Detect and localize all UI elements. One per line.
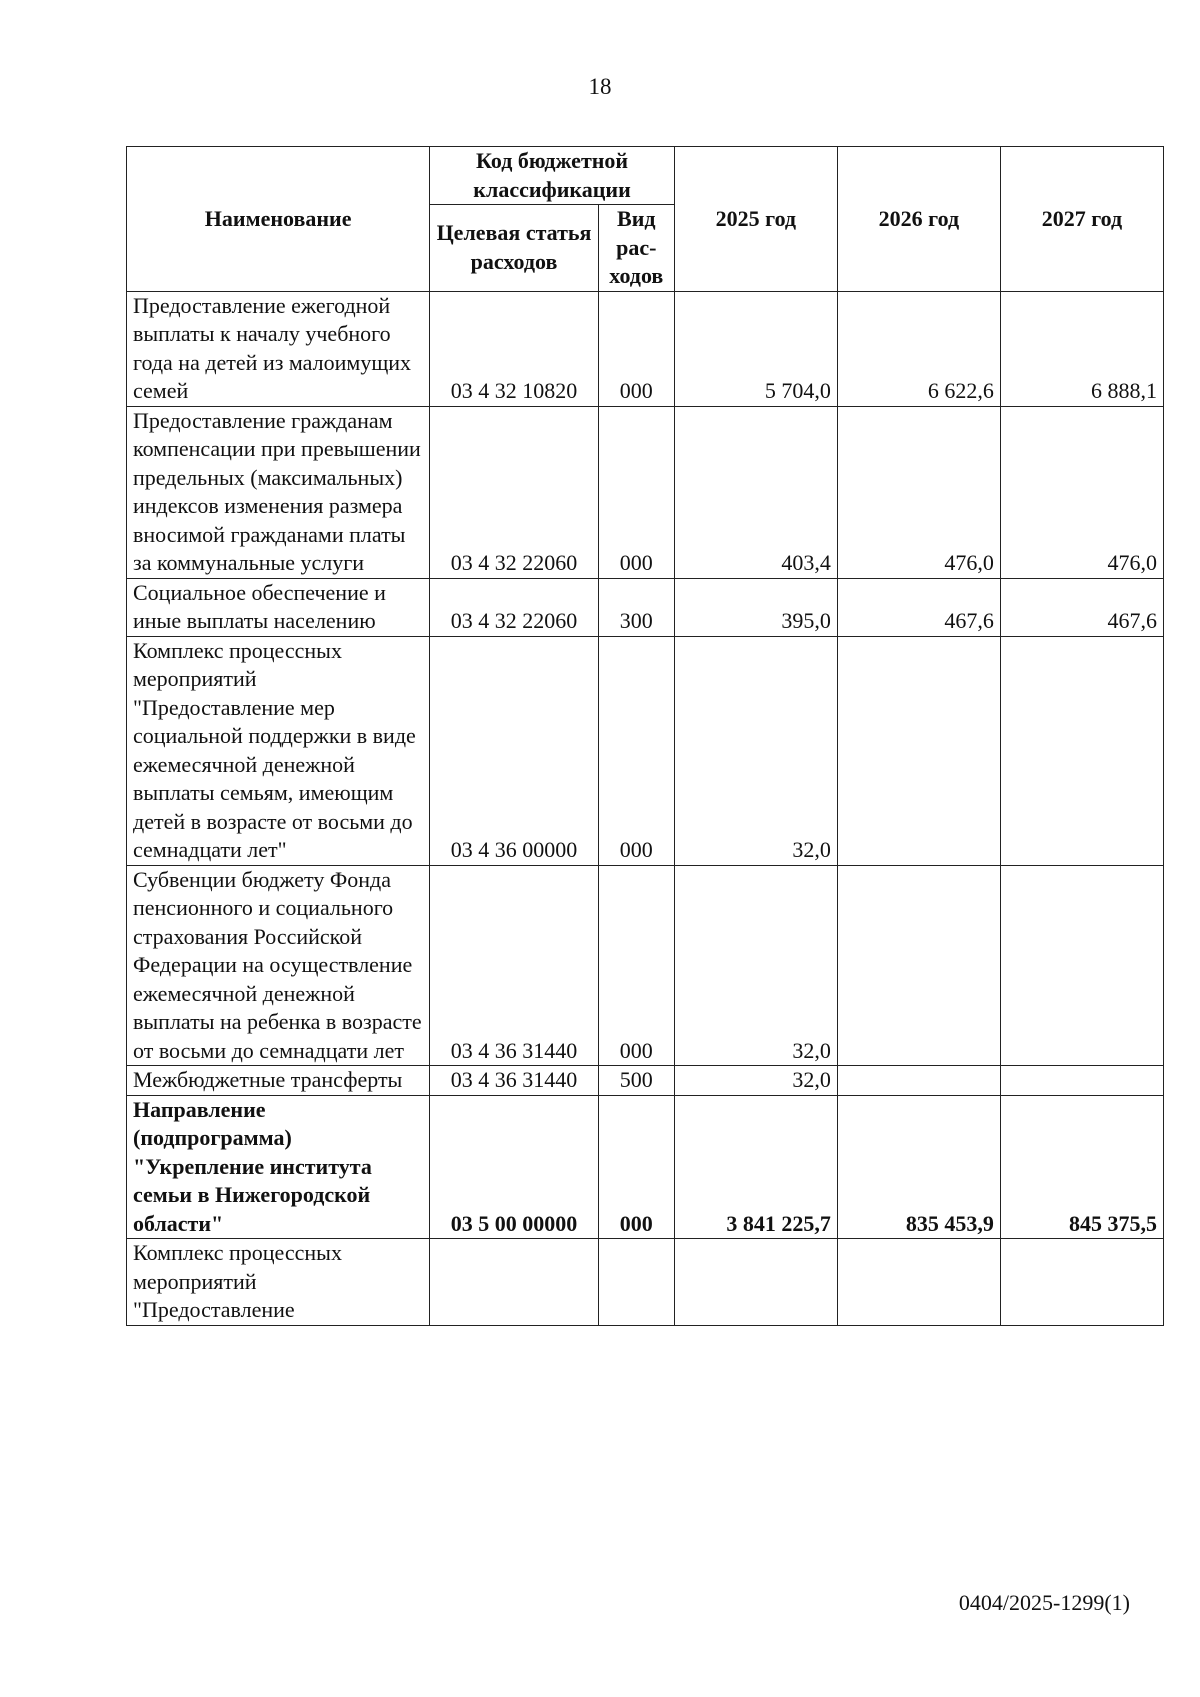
table-row [127, 406, 1164, 578]
row-value-2026: 6 622,6 [837, 291, 1000, 406]
row-target-code: 03 4 36 00000 [430, 636, 598, 865]
row-value-2025: 5 704,0 [674, 291, 837, 406]
table-header [127, 147, 1164, 292]
row-name: Комплекс процессных мероприятий "Предоставление мер социальной поддержки в виде ежемесячной денежной выплаты семьям, имеющим детей в возрасте от восьми до семнадцати лет" [127, 636, 430, 865]
row-target-code: 03 5 00 00000 [430, 1095, 598, 1239]
row-value-2027 [1000, 1239, 1163, 1326]
row-expense-kind: 000 [598, 291, 674, 406]
row-value-2025: 32,0 [674, 636, 837, 865]
row-target-code: 03 4 36 31440 [430, 865, 598, 1066]
row-name: Субвенции бюджету Фонда пенсионного и социального страхования Российской Федерации на осуществление ежемесячной денежной выплаты на ребенка в возрасте от восьми до семнадцати лет [127, 865, 430, 1066]
row-expense-kind: 300 [598, 578, 674, 636]
table-row-subprogram [127, 1095, 1164, 1239]
header-2027: 2027 год [1000, 147, 1163, 292]
row-value-2025: 3 841 225,7 [674, 1095, 837, 1239]
row-target-code: 03 4 36 31440 [430, 1066, 598, 1096]
row-value-2027: 476,0 [1000, 406, 1163, 578]
row-target-code: 03 4 32 10820 [430, 291, 598, 406]
row-name: Межбюджетные трансферты [127, 1066, 430, 1096]
row-expense-kind: 000 [598, 1095, 674, 1239]
table-row [127, 1239, 1164, 1326]
row-value-2026 [837, 636, 1000, 865]
row-value-2025: 395,0 [674, 578, 837, 636]
table-row [127, 636, 1164, 865]
table-row [127, 1066, 1164, 1096]
table-row [127, 578, 1164, 636]
row-value-2025: 403,4 [674, 406, 837, 578]
row-value-2026 [837, 1239, 1000, 1326]
row-value-2026 [837, 1066, 1000, 1096]
header-name: Наименование [127, 147, 430, 292]
header-target-item: Целевая статья расходов [430, 205, 598, 292]
header-budget-classification: Код бюджетной классификации [430, 147, 675, 205]
row-value-2027: 467,6 [1000, 578, 1163, 636]
document-number: 0404/2025-1299(1) [958, 1590, 1130, 1615]
row-expense-kind: 000 [598, 865, 674, 1066]
budget-table [126, 146, 1164, 1326]
row-name: Социальное обеспечение и иные выплаты населению [127, 578, 430, 636]
row-value-2027 [1000, 636, 1163, 865]
row-value-2025 [674, 1239, 837, 1326]
row-target-code: 03 4 32 22060 [430, 578, 598, 636]
row-value-2026: 467,6 [837, 578, 1000, 636]
row-value-2026: 835 453,9 [837, 1095, 1000, 1239]
table-row [127, 291, 1164, 406]
row-value-2025: 32,0 [674, 1066, 837, 1096]
row-name: Предоставление ежегодной выплаты к началу учебного года на детей из малоимущих семей [127, 291, 430, 406]
row-value-2026: 476,0 [837, 406, 1000, 578]
row-value-2026 [837, 865, 1000, 1066]
page-number: 18 [588, 74, 612, 99]
row-expense-kind: 000 [598, 406, 674, 578]
row-name: Предоставление гражданам компенсации при превышении предельных (максимальных) индексов изменения размера вносимой гражданами платы за коммунальные услуги [127, 406, 430, 578]
header-2026: 2026 год [837, 147, 1000, 292]
row-name: Комплекс процессных мероприятий "Предоставление [127, 1239, 430, 1326]
row-value-2025: 32,0 [674, 865, 837, 1066]
row-expense-kind: 500 [598, 1066, 674, 1096]
row-value-2027 [1000, 1066, 1163, 1096]
header-expense-kind: Вид рас-ходов [598, 205, 674, 292]
header-2025: 2025 год [674, 147, 837, 292]
row-expense-kind [598, 1239, 674, 1326]
row-value-2027: 845 375,5 [1000, 1095, 1163, 1239]
row-target-code [430, 1239, 598, 1326]
row-value-2027: 6 888,1 [1000, 291, 1163, 406]
row-expense-kind: 000 [598, 636, 674, 865]
row-name: Направление (подпрограмма) "Укрепление института семьи в Нижегородской области" [127, 1095, 430, 1239]
row-target-code: 03 4 32 22060 [430, 406, 598, 578]
row-value-2027 [1000, 865, 1163, 1066]
table-row [127, 865, 1164, 1066]
